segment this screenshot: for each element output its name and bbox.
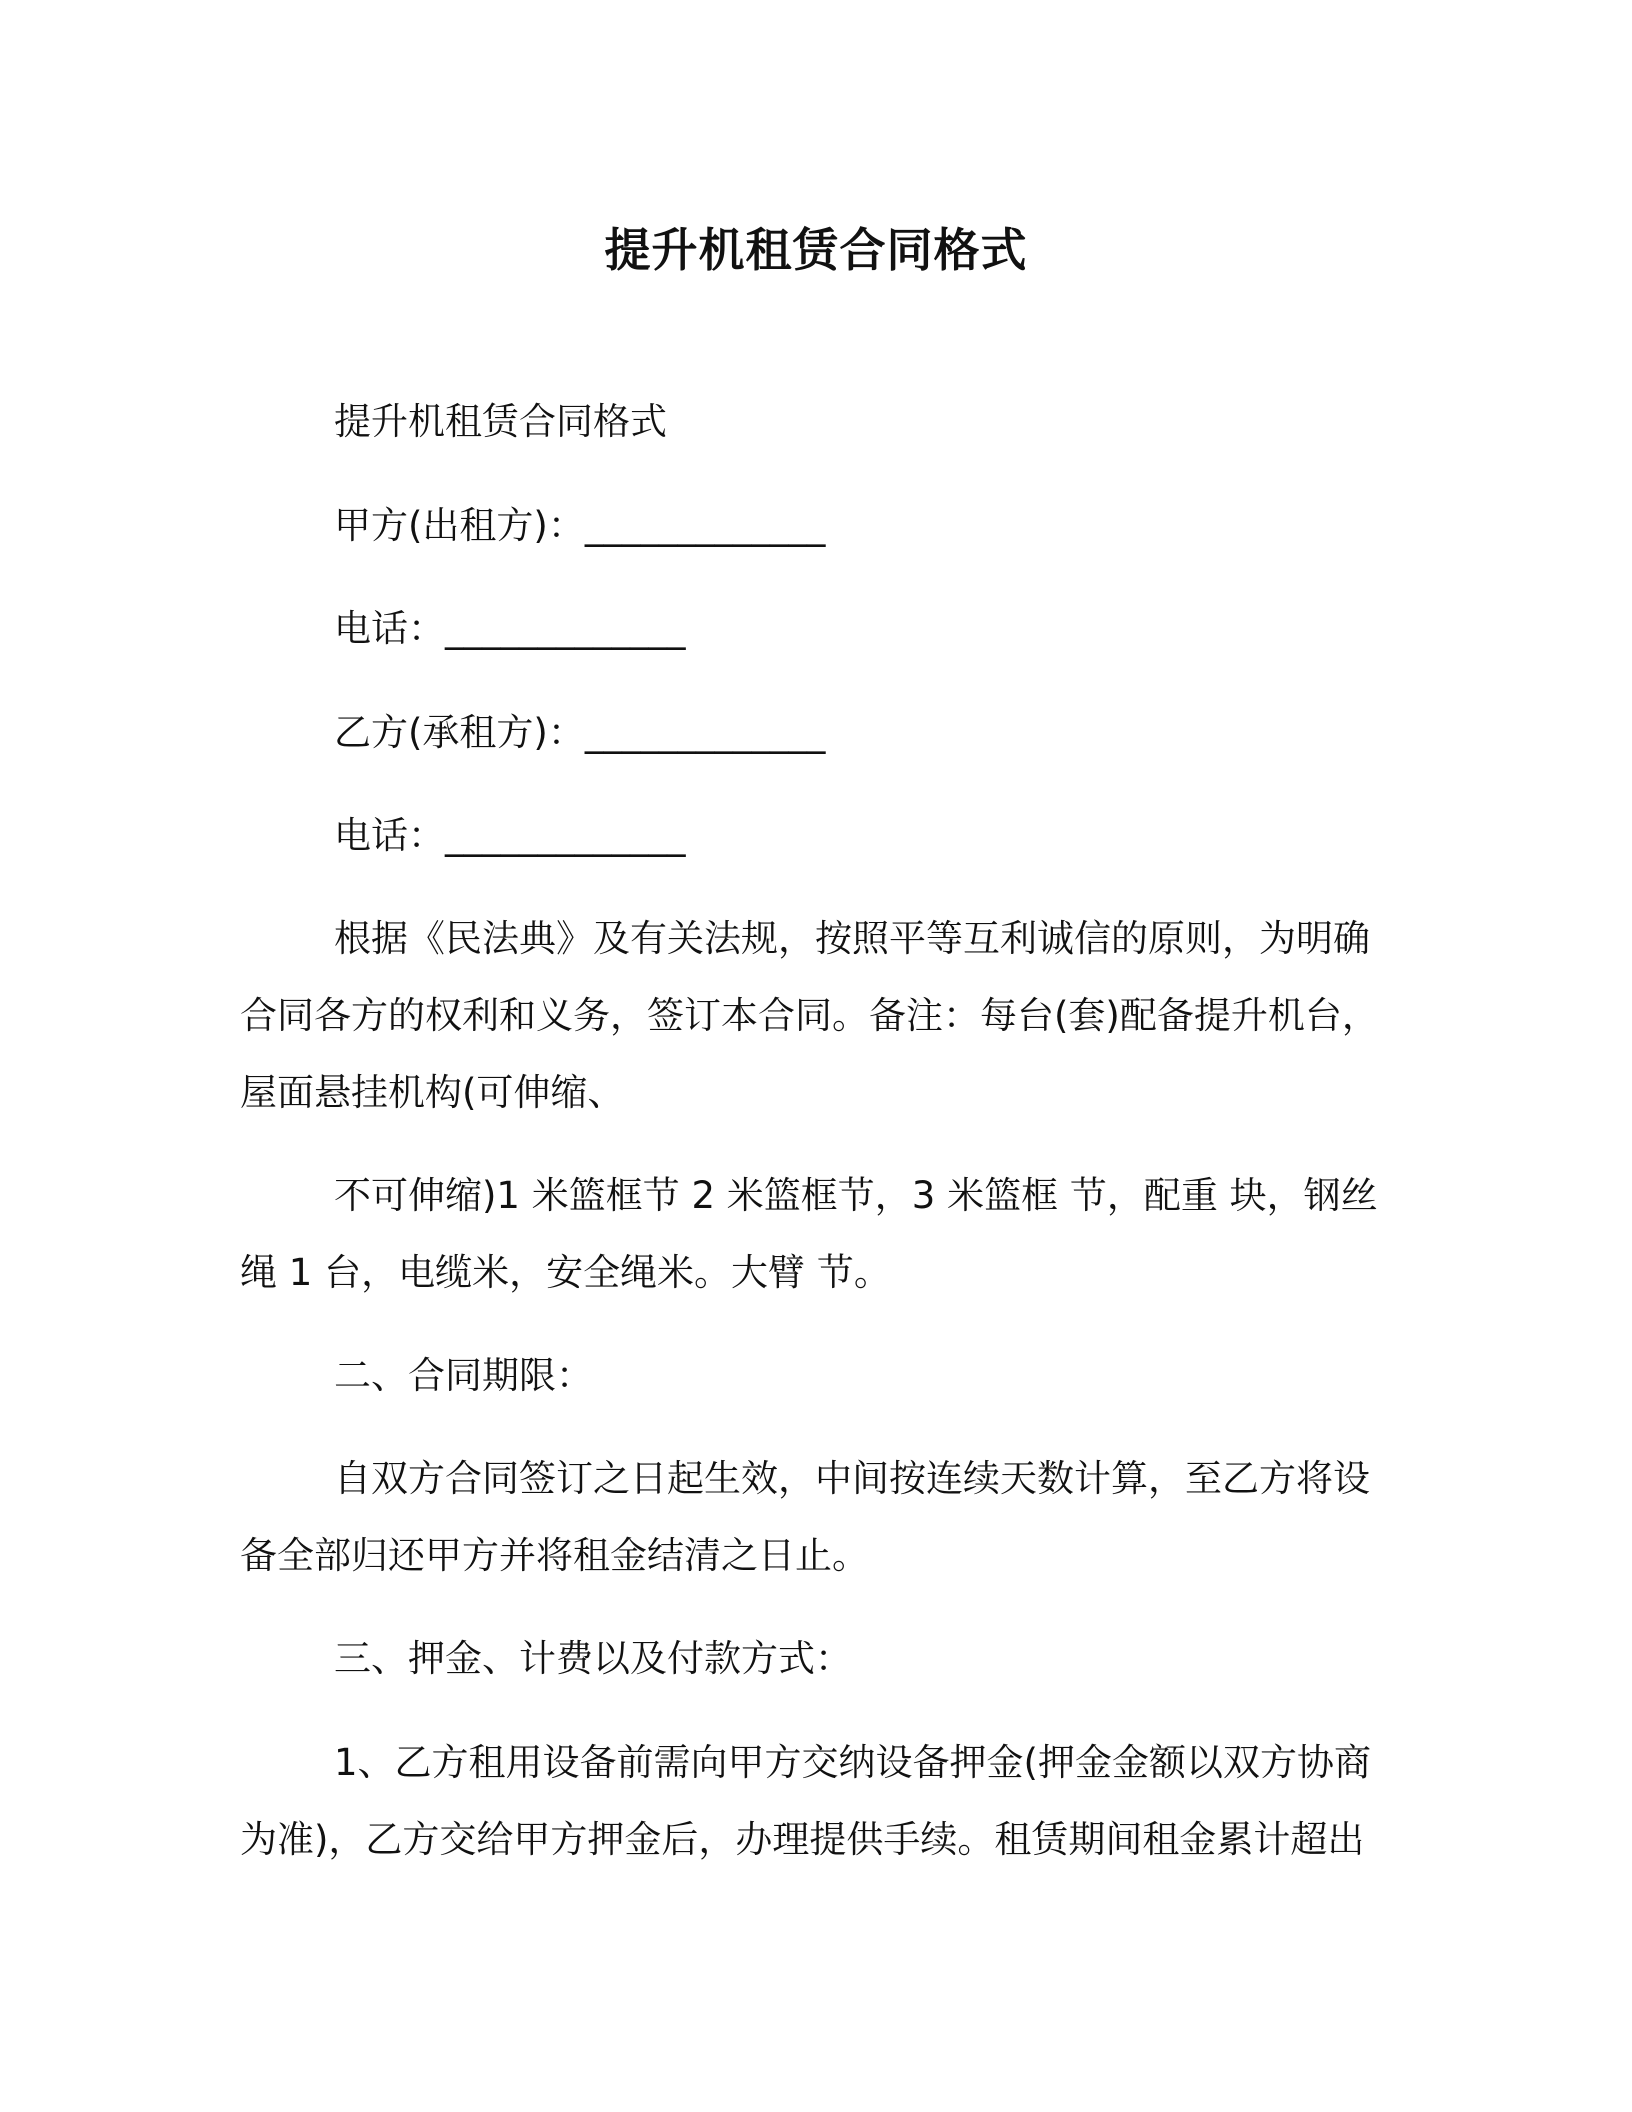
section-3-line-2: 为准)，乙方交给甲方押金后，办理提供手续。租赁期间租金累计超出 (240, 1818, 1365, 1861)
party-b-field: 乙方(承租方)：_____________ (334, 711, 826, 754)
section-3-heading: 三、押金、计费以及付款方式： (334, 1637, 852, 1680)
section-2-line-2: 备全部归还甲方并将租金结清之日止。 (240, 1534, 869, 1577)
section-3-line-1: 1、乙方租用设备前需向甲方交纳设备押金(押金金额以双方协商 (334, 1741, 1371, 1784)
party-a-phone-field: 电话：_____________ (334, 607, 686, 650)
section-2-line-1: 自双方合同签订之日起生效，中间按连续天数计算，至乙方将设 (334, 1457, 1370, 1500)
party-a-field: 甲方(出租方)：_____________ (334, 504, 826, 547)
document-title: 提升机租赁合同格式 (604, 223, 1028, 277)
intro-line-1: 根据《民法典》及有关法规，按照平等互利诚信的原则，为明确 (334, 917, 1370, 960)
section-2-heading: 二、合同期限： (334, 1354, 593, 1397)
intro-line-3: 屋面悬挂机构(可伸缩、 (240, 1071, 625, 1114)
party-b-phone-field: 电话：_____________ (334, 814, 686, 857)
equipment-line-2: 绳 1 台，电缆米，安全绳米。大臂 节。 (240, 1251, 891, 1294)
equipment-line-1: 不可伸缩)1 米篮框节 2 米篮框节，3 米篮框 节，配重 块，钢丝 (334, 1174, 1378, 1217)
intro-line-2: 合同各方的权利和义务，签订本合同。备注：每台(套)配备提升机台， (240, 994, 1379, 1037)
document-subtitle: 提升机租赁合同格式 (334, 400, 667, 443)
